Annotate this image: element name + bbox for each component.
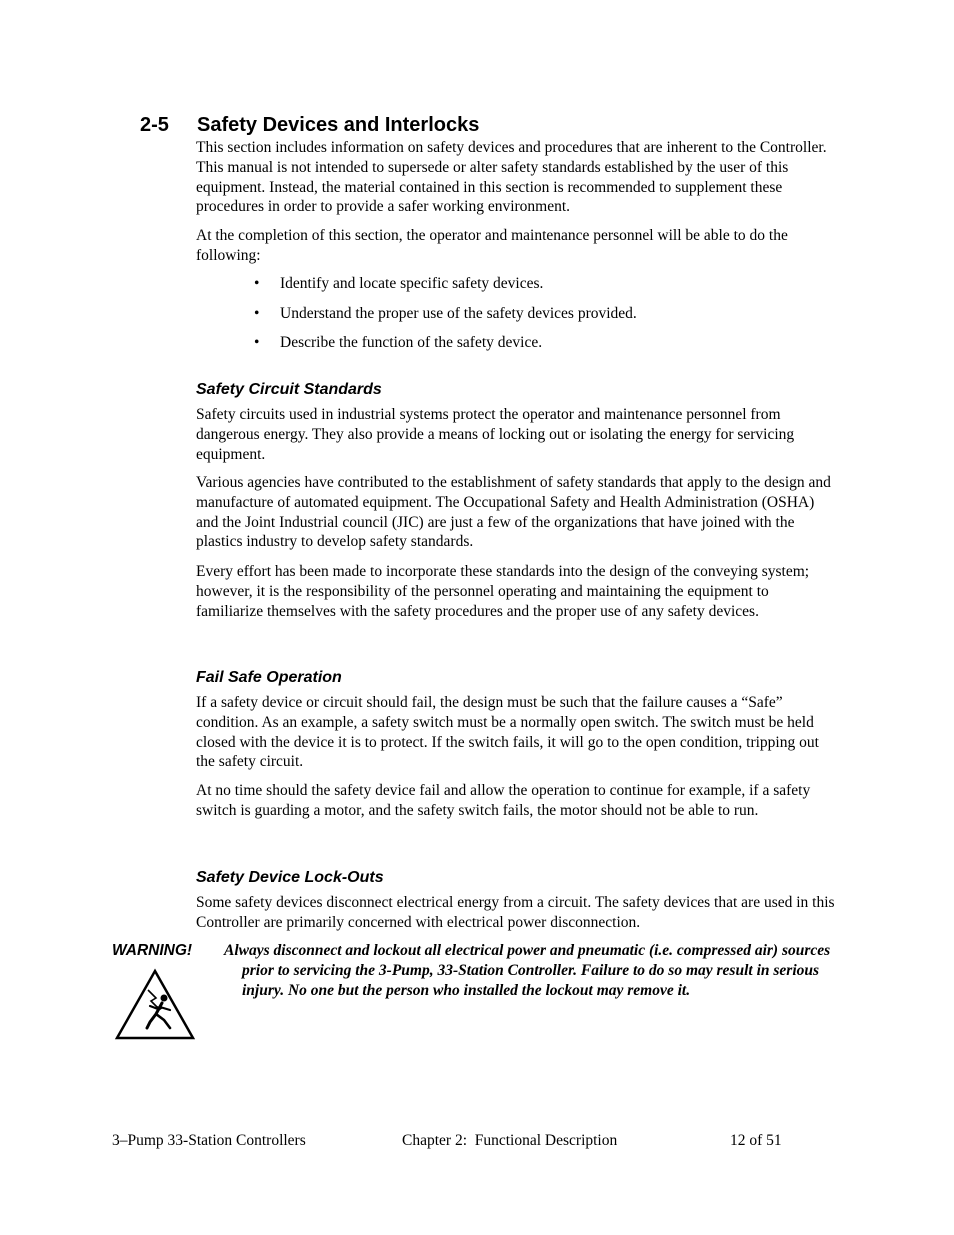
- bullet-marker: •: [254, 334, 260, 351]
- footer-page-number: 12 of 51: [730, 1132, 782, 1149]
- intro-paragraph-1: This section includes information on safety devices and procedures that are inherent to the Controller. This manual is not intended to supersede or alter safety standards established by the user of this equipment. Instead, the material contained in this section is recommended to supplement these procedures in order to provide a safer working environment.: [196, 139, 827, 216]
- sdl-paragraph-1: Some safety devices disconnect electrical energy from a circuit. The safety devices that are used in this Controller are primarily concerned with electrical power disconnection.: [196, 894, 835, 931]
- bullet-marker: •: [254, 275, 260, 292]
- scs-paragraph-2: Various agencies have contributed to the establishment of safety standards that apply to the design and manufacture of automated equipment. The Occupational Safety and Health Administration (OSHA) and the Joint Industrial council (JIC) are just a few of the organizations that have joined with the plastics industry to develop safety standards.: [196, 474, 831, 551]
- bullet-item-2: Understand the proper use of the safety devices provided.: [280, 305, 637, 322]
- scs-paragraph-3: Every effort has been made to incorporate these standards into the design of the conveying system; however, it is the responsibility of the personnel operating and maintaining the equipment to familiarize themselves with the safety procedures and the proper use of any safety devices.: [196, 563, 810, 620]
- warning-text: Always disconnect and lockout all electrical power and pneumatic (i.e. compressed air) sources prior to servicing the 3-Pump, 33-Station Controller. Failure to do so may result in serious injury. No one but the person who installed the lockout may remove it.: [224, 942, 831, 999]
- subheading-safety-device-lockouts: Safety Device Lock-Outs: [196, 869, 384, 886]
- subheading-safety-circuit-standards: Safety Circuit Standards: [196, 381, 382, 398]
- subheading-fail-safe-operation: Fail Safe Operation: [196, 669, 342, 686]
- bullet-item-1: Identify and locate specific safety devices.: [280, 275, 544, 292]
- scs-paragraph-1: Safety circuits used in industrial systems protect the operator and maintenance personnel from dangerous energy. They also provide a means of locking out or isolating the energy for servicing equipment.: [196, 406, 795, 463]
- intro-paragraph-2: At the completion of this section, the operator and maintenance personnel will be able to do the following:: [196, 227, 788, 264]
- section-title: Safety Devices and Interlocks: [197, 114, 480, 136]
- bullet-item-3: Describe the function of the safety device.: [280, 334, 543, 351]
- fso-paragraph-2: At no time should the safety device fail and allow the operation to continue for example, if a safety switch is guarding a motor, and the safety switch fails, the motor should not be able to run.: [196, 782, 811, 819]
- fso-paragraph-1: If a safety device or circuit should fail, the design must be such that the failure causes a “Safe” condition. As an example, a safety switch must be a normally open switch. The switch must be held closed with the device it is to protect. If the switch fails, it will go to the open condition, tripping out the safety circuit.: [196, 694, 819, 771]
- electrical-hazard-triangle-icon: [114, 968, 196, 1042]
- warning-label: WARNING!: [112, 942, 193, 959]
- footer-chapter: Chapter 2: Functional Description: [402, 1132, 618, 1149]
- footer-document-title: 3–Pump 33-Station Controllers: [112, 1132, 306, 1149]
- section-number: 2-5: [140, 114, 169, 136]
- bullet-marker: •: [254, 305, 260, 322]
